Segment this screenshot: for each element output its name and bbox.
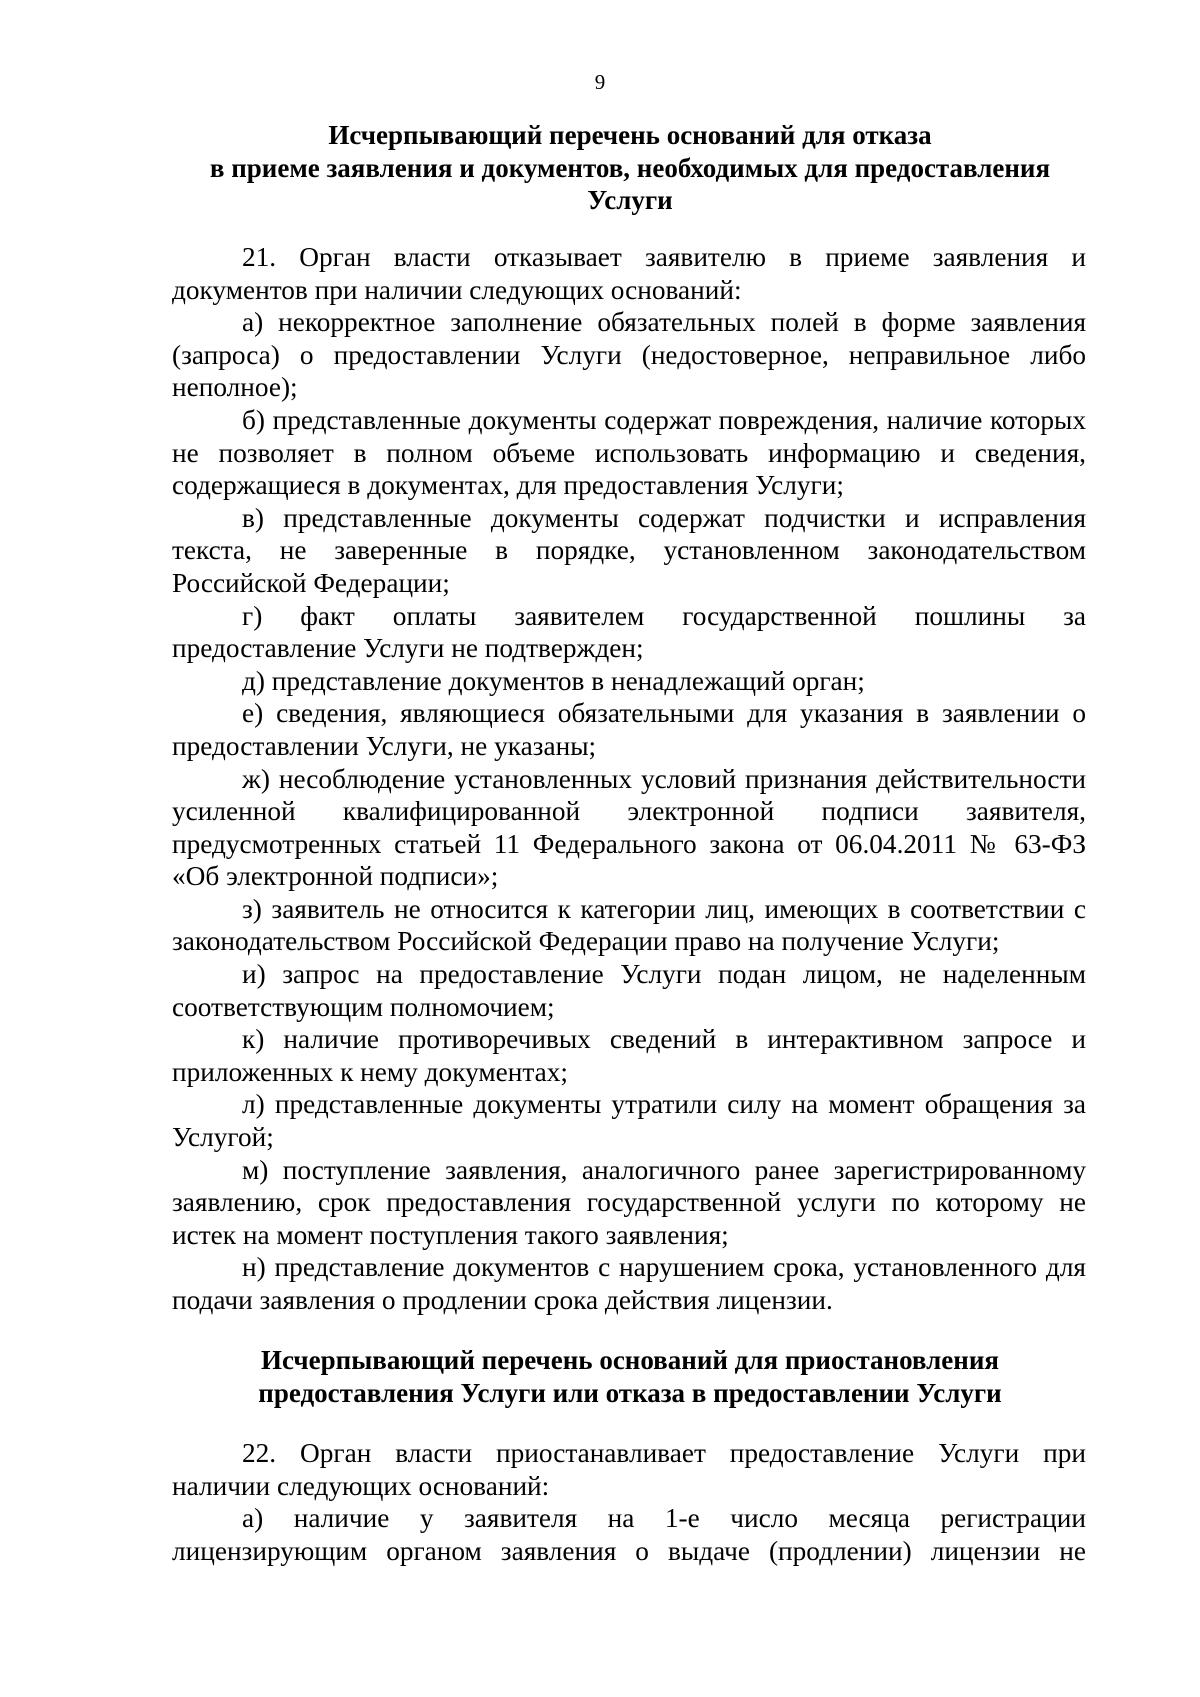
list-item-v: в) представленные документы содержат подчистки и исправления текста, не заверенные в порядке, установленном законодательством Российской Федерации;	[172, 502, 1086, 598]
paragraph-22-intro: 22. Орган власти приостанавливает предоставление Услуги при наличии следующих оснований:	[172, 1438, 1086, 1501]
page-number: 9	[594, 70, 606, 94]
list-item-n: н) представление документов с нарушением срока, установленного для подачи заявления о продлении срока действия лицензии.	[172, 1252, 1086, 1315]
list-item-zh: ж) несоблюдение установленных условий признания действительности усиленной квалифицированной электронной подписи заявителя, предусмотренных статьей 11 Федерального закона от 06.04.2011 № 63-ФЗ «Об электронной подписи»;	[172, 763, 1086, 892]
heading-line: Услуги	[587, 185, 673, 215]
section-2-heading	[150, 1344, 1110, 1409]
heading-line: Исчерпывающий перечень оснований для отказа	[328, 120, 932, 150]
list-item-g: г) факт оплаты заявителем государственной пошлины за предоставление Услуги не подтвержден;	[172, 600, 1086, 664]
list-item-a: а) некорректное заполнение обязательных полей в форме заявления (запроса) о предоставлении Услуги (недостоверное, неправильное либо неполное);	[172, 307, 1086, 403]
list-item-i: и) запрос на предоставление Услуги подан лицом, не наделенным соответствующим полномочием;	[172, 959, 1086, 1022]
list-item-d: д) представление документов в ненадлежащий орган;	[242, 665, 865, 696]
list-item-l: л) представленные документы утратили силу на момент обращения за Услугой;	[172, 1089, 1086, 1153]
heading-line: предоставления Услуги или отказа в предоставлении Услуги	[258, 1377, 1002, 1408]
list-item-b: б) представленные документы содержат повреждения, наличие которых не позволяет в полном объеме использовать информацию и сведения, содержащиеся в документах, для предоставления Услуги;	[172, 404, 1086, 501]
list-item-a: а) наличие у заявителя на 1-е число месяца регистрации лицензирующим органом заявления о выдаче (продлении) лицензии не	[172, 1503, 1086, 1566]
section-2-body	[172, 1437, 1086, 1567]
list-item-m: м) поступление заявления, аналогичного ранее зарегистрированному заявлению, срок предоставления государственной услуги по которому не истек на момент поступления такого заявления;	[172, 1154, 1086, 1250]
section-1-body	[172, 241, 1086, 1317]
list-item-z: з) заявитель не относится к категории лиц, имеющих в соответствии с законодательством Российской Федерации право на получение Услуги;	[172, 893, 1086, 957]
section-1-heading	[150, 119, 1110, 217]
list-item-k: к) наличие противоречивых сведений в интерактивном запросе и приложенных к нему документах;	[172, 1024, 1086, 1087]
list-item-e: е) сведения, являющиеся обязательными для указания в заявлении о предоставлении Услуги, не указаны;	[172, 698, 1086, 761]
heading-line: в приеме заявления и документов, необходимых для предоставления	[209, 152, 1051, 183]
heading-line: Исчерпывающий перечень оснований для приостановления	[260, 1345, 1000, 1375]
paragraph-21-intro: 21. Орган власти отказывает заявителю в приеме заявления и документов при наличии следующих оснований:	[172, 242, 1086, 305]
